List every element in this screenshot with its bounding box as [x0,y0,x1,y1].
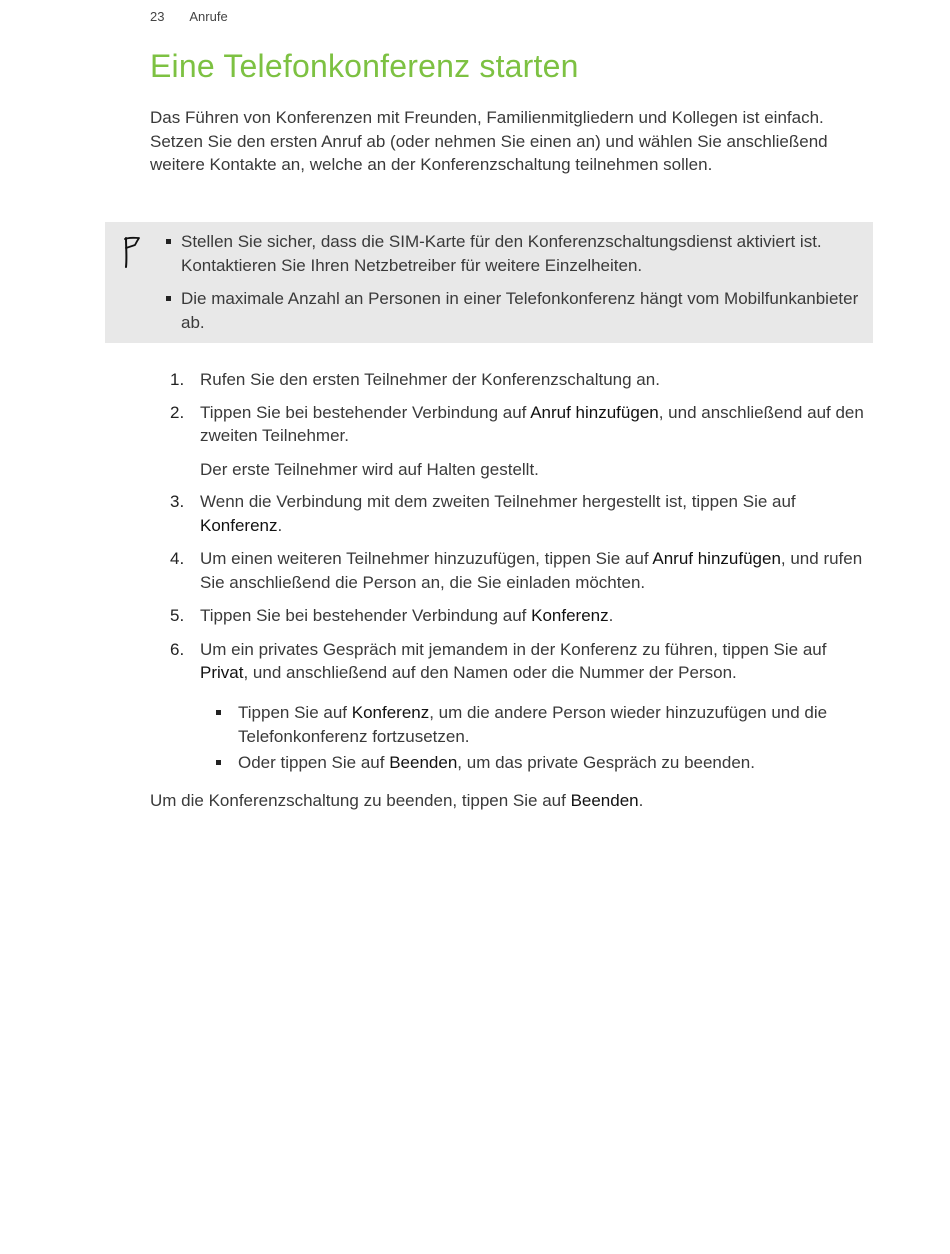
closing-paragraph [150,789,870,813]
sub-options-list [238,701,878,778]
bullet-icon [166,296,171,301]
section-name: Anrufe [189,9,228,24]
sub-option-text: , um die andere Person wieder hinzuzufügen und die Telefonkonferenz fortzusetzen. [238,703,828,746]
step-item [150,638,870,685]
flag-icon [121,234,143,275]
sub-option-item [238,701,878,748]
note-item-text: Die maximale Anzahl an Personen in einer Telefonkonferenz hängt vom Mobilfunkanbieter ab. [181,289,859,332]
step-note: Der erste Teilnehmer wird auf Halten gestellt. [200,459,539,479]
step-text: . [277,515,283,535]
step-text: . [608,606,614,625]
page-header [150,9,228,24]
sub-option-text: , um das private Gespräch zu beenden. [457,753,755,772]
bullet-icon [166,239,171,244]
step-text: Um einen weiteren Teilnehmer hinzuzufügen, tippen Sie auf [200,549,653,568]
steps-list [150,368,870,685]
step-item [150,401,870,482]
step-number: 5. [170,606,185,625]
step-number: 4. [170,549,185,568]
step-text: , und anschließend auf den zweiten Teilnehmer. [200,402,864,445]
note-item [181,287,861,334]
ui-term: Beenden [389,753,458,772]
intro-paragraph: Das Führen von Konferenzen mit Freunden, Familienmitgliedern und Kollegen ist einfach. Setzen Sie den ersten Anruf ab (oder nehmen Sie einen an) und wählen Sie anschließend weitere Kontakte an, welche an der Konferenzschaltung teilnehmen sollen. [150,108,828,174]
page-number: 23 [150,9,165,24]
ui-term: Anruf hinzufügen [652,549,781,568]
step-text: , und anschließend auf den Namen oder die Nummer der Person. [243,663,737,682]
step-text: Rufen Sie den ersten Teilnehmer der Konferenzschaltung an. [200,370,660,389]
closing-text: . [638,791,644,810]
ui-term: Konferenz [531,606,609,625]
sub-option-text: Tippen Sie auf [238,703,352,722]
step-text: Wenn die Verbindung mit dem zweiten Teilnehmer hergestellt ist, tippen Sie auf [200,492,796,511]
sub-option-text: Oder tippen Sie auf [238,753,390,772]
step-number: 1. [170,370,185,389]
step-text: Um ein privates Gespräch mit jemandem in der Konferenz zu führen, tippen Sie auf [200,639,827,659]
step-number: 6. [170,639,185,659]
sub-option-item [238,751,878,775]
note-box [105,222,873,343]
step-item [150,368,870,392]
step-item [150,547,870,594]
ui-term: Beenden [570,791,639,810]
bullet-icon [216,710,221,715]
step-text: , und rufen Sie anschließend die Person an, die Sie einladen möchten. [200,549,863,592]
step-item [150,490,870,537]
closing-text: Um die Konferenzschaltung zu beenden, tippen Sie auf [150,791,571,810]
ui-term: Anruf hinzufügen [530,402,659,422]
ui-term: Privat [200,663,244,682]
step-number: 2. [170,402,185,422]
note-item [181,230,861,277]
bullet-icon [216,760,221,765]
step-item [150,604,870,628]
note-item-text: Stellen Sie sicher, dass die SIM-Karte für den Konferenzschaltungsdienst aktiviert ist. Kontaktieren Sie Ihren Netzbetreiber für weitere Einzelheiten. [181,232,822,275]
page-title: Eine Telefonkonferenz starten [150,48,579,84]
ui-term: Konferenz [200,515,278,535]
ui-term: Konferenz [351,703,430,722]
step-number: 3. [170,492,185,511]
step-text: Tippen Sie bei bestehender Verbindung auf [200,402,531,422]
note-list [181,230,861,344]
step-text: Tippen Sie bei bestehender Verbindung auf [200,606,532,625]
